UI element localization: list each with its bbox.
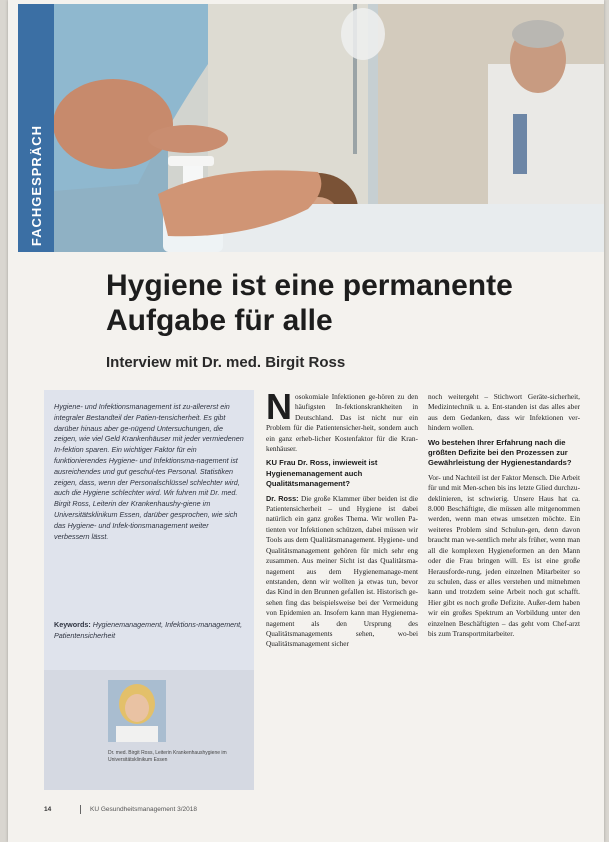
title-line-2: Aufgabe für alle — [106, 304, 333, 337]
question-1-text: Frau Dr. Ross, inwieweit ist Hygienemanagement auch Qualitätsmanagement? — [266, 458, 378, 489]
article-column-3 — [428, 392, 580, 643]
question-1-label: KU — [266, 458, 277, 468]
answer-1-text: Die große Klammer über beiden ist die Patientensicherheit – und Hygiene ist dabei natürlich ein ganz großes Thema. Wir wollen Pa-tienten vor Infektionen schützen, dabei müssen wir Tools aus dem Qualitätsmanagement. Hygiene- und Qualitätsmanagement gehören für mich sehr eng zusammen. Aus meiner Sicht ist das Qualitätsma-nagement aus dem Hygienemanage-ment entstanden, denn wir wollten ja etwas tun, bevor das Kind in den Brunnen gefallen ist. Historisch ge-sehen fing das beispielsweise bei der Vermeidung von Epidemien an. Insofern kann man Hygienema-nagement als den Ursprung des Qualitätsmanagements sehen, wo-bei Qualitätsmanagement sicher — [266, 493, 418, 649]
article-title — [106, 268, 576, 338]
article-column-2 — [266, 386, 418, 654]
footer-divider — [80, 805, 81, 814]
article-subtitle: Interview mit Dr. med. Birgit Ross — [106, 354, 346, 371]
answer-1 — [266, 494, 418, 650]
section-tab — [18, 4, 54, 252]
page — [8, 0, 604, 842]
answer-1-speaker: Dr. Ross: — [266, 493, 299, 503]
question-1 — [266, 458, 418, 489]
portrait-caption: Dr. med. Birgit Ross, Leiterin Krankenhaushygiene im Universitätsklinikum Essen — [108, 750, 227, 763]
hero-photo — [18, 4, 604, 252]
section-tab-label: FACHGESPRÄCH — [28, 124, 44, 246]
keywords-label: Keywords: — [54, 620, 91, 629]
lead-text: osokomiale Infektionen ge-hören zu den häufigsten In-fektionskrankheiten in Deutschland. Das ist nicht nur ein Problem für die Patientensicher-heit, sondern auch ein ganz erheb-licher Kostenfaktor für die Kran-kenhäuser. — [266, 392, 418, 454]
page-number: 14 — [44, 806, 52, 813]
keywords-text: Hygienemanagement, Infektions-management, Patientensicherheit — [54, 620, 243, 640]
intro-sidebar — [44, 390, 254, 790]
question-2: Wo bestehen Ihrer Erfahrung nach die größten Defizite bei den Prozessen zur Gewährleistung der Hygienestandards? — [428, 437, 572, 468]
keywords — [54, 620, 246, 642]
answer-2: Vor- und Nachteil ist der Faktor Mensch. Die Arbeit für und mit Men-schen bis ins letzte Glied durchzu-deklinieren, ist schwierig. Unsere Haus hat ca. 8.000 Beschäftigte, die müssen alle mitgenommen werden, wenn man etwas umsetzen möchte. Ein weiteres Problem sind Schulun-gen, denn davon braucht man we-sentlich mehr als früher, wenn man all die komplexen Hygieneformen an den Mann oder die Frau bringen will. Es ist eine große Herausforde-rung, jeden einzelnen Mitarbeiter so zu schulen, dass er alles verstehen und mitnehmen kann und trotzdem seine Arbeit noch gut schafft. Hier gibt es noch große Defizite. Außer-dem haben wir ein großes Spektrum an Vorbildung unter den einzelnen Beschäftigten – das geht vom Chef-arzt bis zum Transportmitarbeiter. — [428, 472, 580, 638]
portrait-photo — [108, 680, 166, 742]
hero-image — [18, 4, 604, 252]
journal-name: KU Gesundheitsmanagement 3/2018 — [90, 806, 197, 813]
dropcap: N — [266, 386, 292, 427]
portrait-image — [108, 680, 166, 742]
title-line-1: Hygiene ist eine permanente — [106, 269, 513, 302]
lead-paragraph — [266, 386, 418, 454]
continuation-paragraph: noch weitergeht – Stichwort Geräte-sicherheit, Medizintechnik u. a. Ent-standen ist das alles aber aus dem Gedanken, dass wir Infektionen ver-hindern wollen. — [428, 392, 580, 433]
intro-text: Hygiene- und Infektionsmanagement ist zu-allererst ein integraler Bestandteil der Patien-tensicherheit. Es gibt darüber hinaus aber ge-nügend Untersuchungen, die zeigen, wie viel Geld Krankenhäuser mit jeder vermiedenen In-fektion sparen. Ein wichtiger Faktor für ein funktionierendes Hygiene- und Infektionsma-nagement ist ausreichendes und gut geschul-tes Personal. Statistiken zeigen, dass, wenn der Personalschlüssel schlechter wird, auch die Hygiene schlechter wird. Wir fuhren mit Dr. med. Birgit Ross, Leiterin der Krankenhaushy-giene im Universitätsklinikum Essen, darüber gesprochen, wie sich das Hygiene- und Infek-tionsmanagement weiter verbessern lässt. — [54, 402, 244, 541]
